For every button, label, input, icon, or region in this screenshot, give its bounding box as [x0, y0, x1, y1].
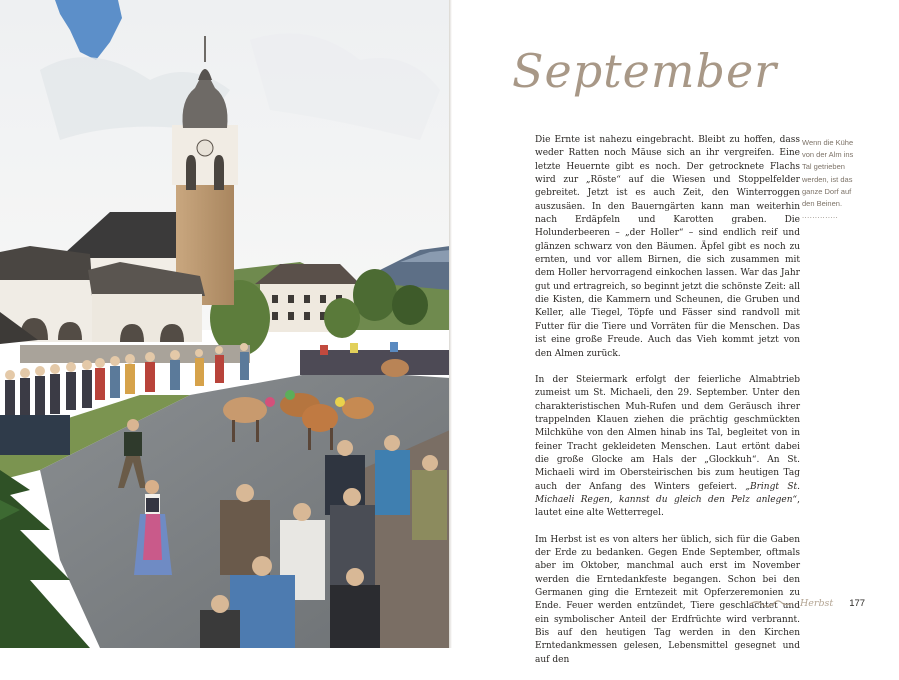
section-name: Herbst [800, 597, 834, 609]
clock [197, 140, 213, 156]
tree [324, 298, 360, 338]
marginal-note-divider: .............. [802, 211, 839, 221]
building [92, 294, 202, 342]
marginal-note [802, 137, 862, 222]
crowd-right-far [300, 342, 450, 375]
tree [392, 285, 428, 325]
paragraph-1: Die Ernte ist nahezu eingebracht. Bleibt zu hoffen, dass weder Ratten noch Mäuse sich an ihr vergreifen. Eine letzte Heuernte gibt es noch. Der getrocknete Flachs wird zur „Röste“ auf die Wiesen und Stoppelfelder gebreitet. Jetzt ist es auch Zeit, den Winterroggen auszusäen. In den Bauerngärten kann man weiterhin nach Erdäpfeln und Karotten graben. Die Holunderbeeren – „der Holler“ – sind endlich reif und glänzen schwarz von den Bäumen. Äpfel gibt es noch zu ernten, und vor allem Birnen, die sich zusammen mit dem Holler hervorragend einkochen lassen. War das Jahr gut und ertragreich, so beginnt jetzt die schönste Zeit: all die Kisten, die Kammern und Scheunen, die Gruben und Keller, alle Tiegel, Töpfe und Fässer sind randvoll mit Futter für die Tiere und Vorräten für die Menschen. Das ist eine große Freude. Auch das Vieh kommt jetzt von den Almen zurück. [535, 135, 800, 359]
paragraph-2: In der Steiermark erfolgt der feierliche Almabtrieb zumeist um St. Michaeli, den 29. September. Unter den charakteristischen Muh-Rufen und dem Geräusch ihrer trappelnden Klauen ziehen die prächtig geschmückten Milchkühe von den Almen hinab ins Tal, begleitet von in feiner Tracht gekleideten Menschen. Laut ertönt dabei die große Glocke am Hals der „Glockkuh“. An St. Michaeli wird im Obersteirischen bis zum heutigen Tag auch der Anfang des Winters gefeiert. „Bringt St. Michaeli Regen, kannst du gleich den Pelz anlegen“, lautet eine alte Wetterregel. [535, 374, 800, 519]
chapter-title: September [512, 44, 778, 98]
tree [353, 269, 397, 321]
page-footer [748, 596, 865, 610]
marginal-note-text: Wenn die Kühe von der Alm ins Tal getrieben werden, ist das ganze Dorf auf den Beinen. [802, 138, 854, 209]
swirl-ornament-icon [748, 597, 794, 609]
weather-proverb: „Bringt St. Michaeli Regen, kannst du gleich den Pelz anlegen“ [535, 481, 800, 505]
page-number: 177 [849, 597, 866, 609]
paragraph-3: Im Herbst ist es von alters her üblich, sich für die Gaben der Erde zu bedanken. Gegen Ende September, oftmals aber im Oktober, manchmal auch erst im November werden die Erntedankfeste begangen. Schon bei den Germanen ging die Erntezeit mit Opferzeremonien zu Ende. Feuer werden entzündet, Tiere geschlachtet und ein symbolischer Anteil der Erdfrüchte wird verbrannt. Bis auf den heutigen Tag werden in den Kirchen Erntedankmessen gelesen, Lebensmittel gesegnet und auf den [535, 534, 800, 665]
text-page [452, 0, 899, 665]
almabtrieb-photo [0, 0, 450, 648]
